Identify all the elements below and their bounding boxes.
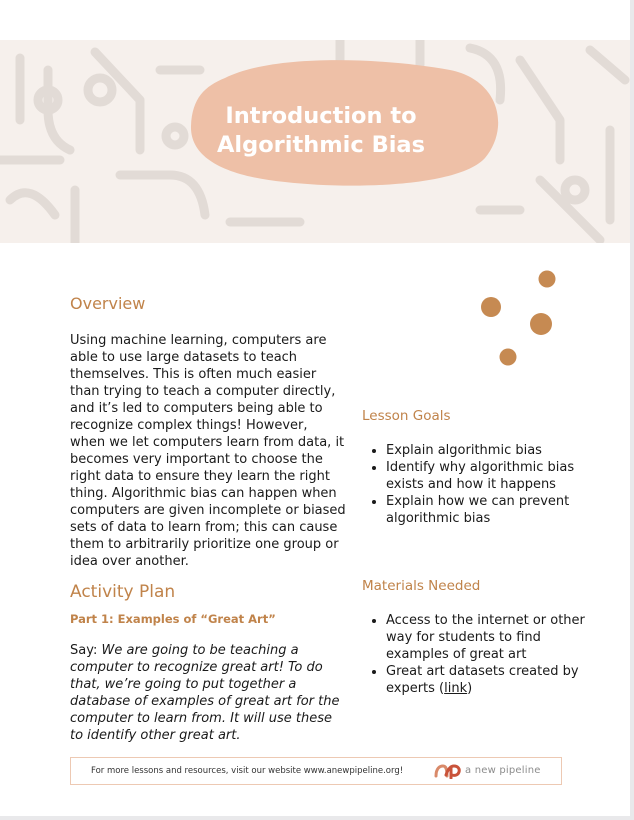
datasets-link[interactable]: link bbox=[444, 681, 468, 696]
brand-name: a new pipeline bbox=[465, 765, 541, 776]
lesson-goals-list bbox=[362, 442, 596, 527]
decorative-dots bbox=[470, 262, 570, 372]
materials-item-text: Great art datasets created by experts ( bbox=[386, 664, 579, 696]
page-title bbox=[190, 102, 452, 160]
say-label: Say: bbox=[70, 643, 98, 658]
say-script: We are going to be teaching a computer to recognize great art! To do that, we’re going to put together a database of examples of great art for the computer to learn from. It will use these to identify other great art. bbox=[70, 643, 340, 743]
materials-heading: Materials Needed bbox=[362, 578, 481, 594]
list-item bbox=[386, 663, 596, 697]
top-strip bbox=[0, 0, 630, 40]
list-item: • Explain how we can prevent algorithmic bias bbox=[386, 493, 596, 527]
footer-box bbox=[70, 757, 562, 785]
part1-heading: Part 1: Examples of “Great Art” bbox=[70, 612, 276, 626]
materials-item-suffix: ) bbox=[467, 681, 473, 696]
activity-plan-heading: Activity Plan bbox=[70, 582, 176, 602]
pipeline-logo-icon bbox=[434, 763, 462, 779]
lesson-goals-heading: Lesson Goals bbox=[362, 408, 451, 424]
list-item: • Access to the internet or other way for students to find examples of great art bbox=[386, 612, 596, 663]
overview-heading: Overview bbox=[70, 294, 146, 313]
overview-text: Using machine learning, computers are able to use large datasets to teach themselves. This is often much easier than trying to teach a computer directly, and it’s led to computers being able to recognize complex things! However, when we let computers learn from data, it becomes very important to choose the right data to ensure they learn the right thing. Algorithmic bias can happen when computers are given incomplete or biased sets of data to learn from; this can cause them to arbitrarily prioritize one group or idea over another. bbox=[70, 333, 346, 569]
footer-text: For more lessons and resources, visit our website www.anewpipeline.org! bbox=[91, 766, 404, 776]
title-line-2: Algorithmic Bias bbox=[216, 132, 426, 158]
materials-list bbox=[362, 612, 596, 697]
list-item: • Identify why algorithmic bias exists and how it happens bbox=[386, 459, 596, 493]
title-line-1: Introduction to bbox=[225, 103, 417, 129]
list-item: • Explain algorithmic bias bbox=[386, 442, 596, 459]
say-paragraph bbox=[70, 642, 348, 744]
